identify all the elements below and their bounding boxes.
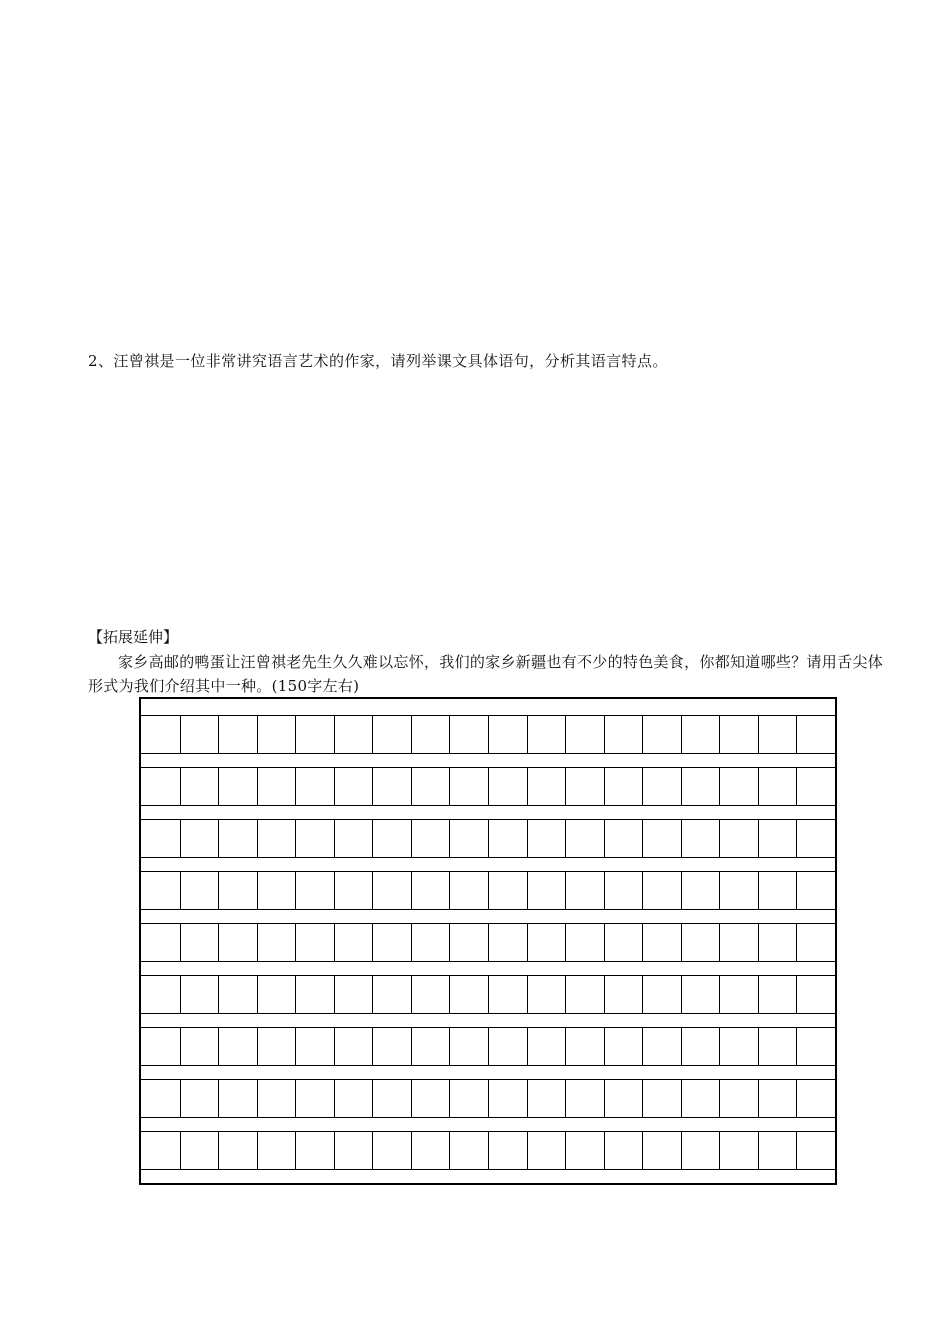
composition-grid[interactable] [139,697,837,1185]
composition-grid-lines [141,699,835,1183]
question-2-text: 2、汪曾祺是一位非常讲究语言艺术的作家，请列举课文具体语句，分析其语言特点。 [88,352,668,370]
extension-prompt: 家乡高邮的鸭蛋让汪曾祺老先生久久难以忘怀，我们的家乡新疆也有不少的特色美食，你都知道哪些？请用舌尖体形式为我们介绍其中一种。(150字左右) [88,653,884,695]
extension-heading: 【拓展延伸】 [88,628,179,646]
